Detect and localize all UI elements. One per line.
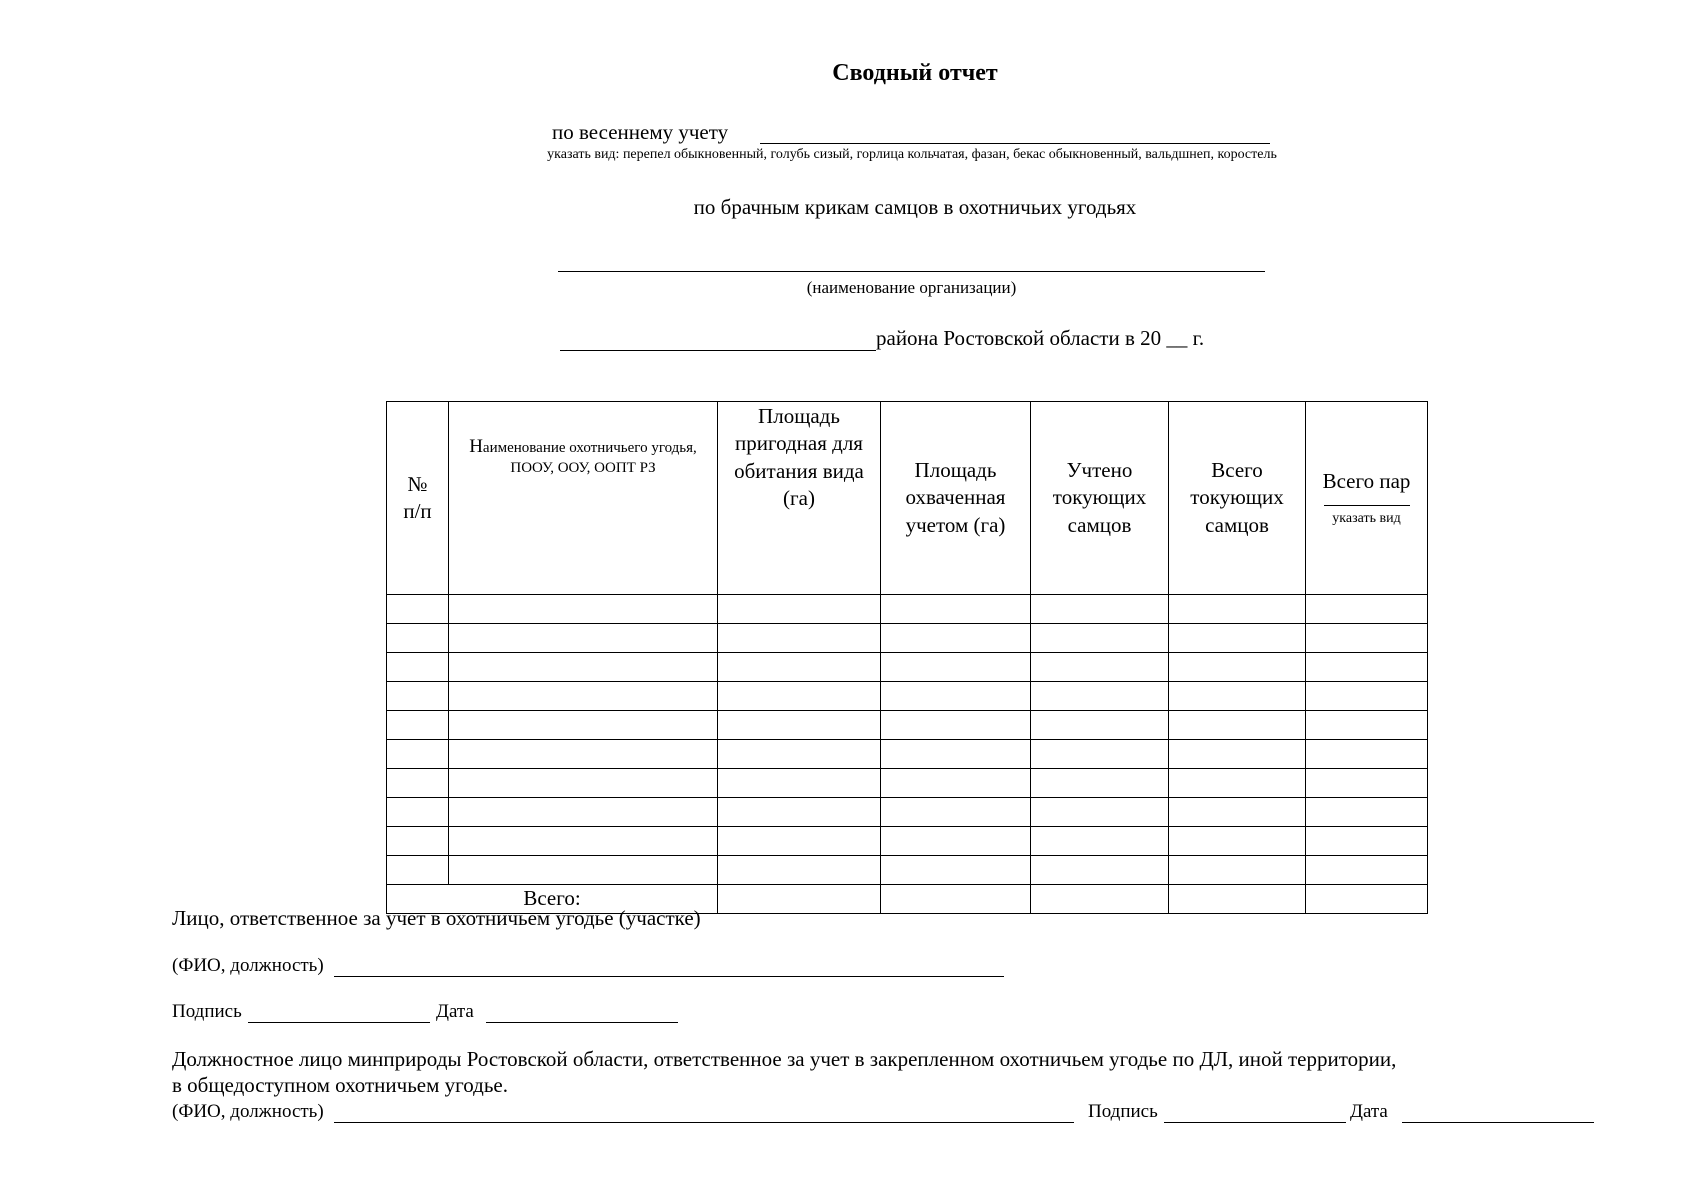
header-species-blank-line[interactable] bbox=[1324, 505, 1410, 506]
table-row bbox=[387, 827, 1428, 856]
header-num bbox=[387, 402, 449, 595]
signature-blank-line[interactable] bbox=[248, 1022, 430, 1023]
header-suitable-area-label: Площадь пригодная для обитания вида (га) bbox=[734, 404, 864, 510]
signature-label: Подпись bbox=[172, 1001, 242, 1022]
table-row bbox=[387, 624, 1428, 653]
signature-official-blank-line[interactable] bbox=[1164, 1122, 1346, 1123]
organization-blank-line[interactable] bbox=[558, 271, 1265, 272]
table-row bbox=[387, 856, 1428, 885]
header-suitable-area bbox=[718, 402, 881, 595]
table-row bbox=[387, 798, 1428, 827]
header-species-note: указать вид bbox=[1332, 511, 1401, 527]
spring-count-label: по весеннему учету bbox=[552, 120, 729, 144]
header-num-label: № п/п bbox=[403, 471, 432, 523]
header-name-label: аименование охотничьего угодья, ПООУ, ООУ, ООПТ РЗ bbox=[482, 440, 697, 476]
table-row bbox=[387, 682, 1428, 711]
header-counted-males bbox=[1031, 402, 1169, 595]
table-row bbox=[387, 653, 1428, 682]
mating-calls-line: по брачным крикам самцов в охотничьих угодьях bbox=[693, 195, 1137, 219]
table-row bbox=[387, 711, 1428, 740]
total-label: Всего: bbox=[523, 886, 581, 911]
header-total-males bbox=[1169, 402, 1306, 595]
report-table bbox=[386, 401, 1428, 914]
species-hint: указать вид: перепел обыкновенный, голубь сизый, горлица кольчатая, фазан, бекас обыкновенный, вальдшнеп, коростель bbox=[547, 147, 1277, 162]
header-total-pairs bbox=[1306, 402, 1428, 595]
date-blank-line[interactable] bbox=[486, 1022, 678, 1023]
report-title: Сводный отчет bbox=[832, 60, 998, 86]
fio-blank-line[interactable] bbox=[334, 976, 1004, 977]
official-person-line1: Должностное лицо минприроды Ростовской области, ответственное за учет в закрепленном охотничьем угодье по ДЛ, иной территории, bbox=[172, 1047, 1397, 1071]
header-covered-area-label: Площадь охваченная учетом (га) bbox=[905, 458, 1006, 537]
official-person-line2: в общедоступном охотничьем угодье. bbox=[172, 1073, 508, 1097]
organization-caption: (наименование организации) bbox=[806, 278, 1017, 297]
district-line: района Ростовской области в 20 __ г. bbox=[876, 326, 1205, 350]
header-name bbox=[449, 402, 718, 595]
date-official-blank-line[interactable] bbox=[1402, 1122, 1594, 1123]
district-blank-line[interactable] bbox=[560, 350, 876, 351]
date-label-official: Дата bbox=[1350, 1101, 1388, 1122]
responsible-person-label: Лицо, ответственное за учет в охотничьем угодье (участке) bbox=[172, 906, 701, 930]
fio-label: (ФИО, должность) bbox=[172, 955, 324, 976]
species-blank-line[interactable] bbox=[760, 143, 1270, 144]
table-row bbox=[387, 769, 1428, 798]
header-covered-area bbox=[881, 402, 1031, 595]
header-counted-males-label: Учтено токующих самцов bbox=[1052, 458, 1147, 537]
table-row bbox=[387, 740, 1428, 769]
date-label: Дата bbox=[436, 1001, 474, 1022]
header-name-first-letter: Н bbox=[469, 436, 483, 457]
fio-official-blank-line[interactable] bbox=[334, 1122, 1074, 1123]
header-total-pairs-label: Всего пар bbox=[1322, 468, 1411, 493]
fio-label-official: (ФИО, должность) bbox=[172, 1101, 324, 1122]
table-row bbox=[387, 595, 1428, 624]
table-header-row bbox=[387, 402, 1428, 595]
signature-label-official: Подпись bbox=[1088, 1101, 1158, 1122]
header-total-males-label: Всего токующих самцов bbox=[1190, 458, 1284, 537]
